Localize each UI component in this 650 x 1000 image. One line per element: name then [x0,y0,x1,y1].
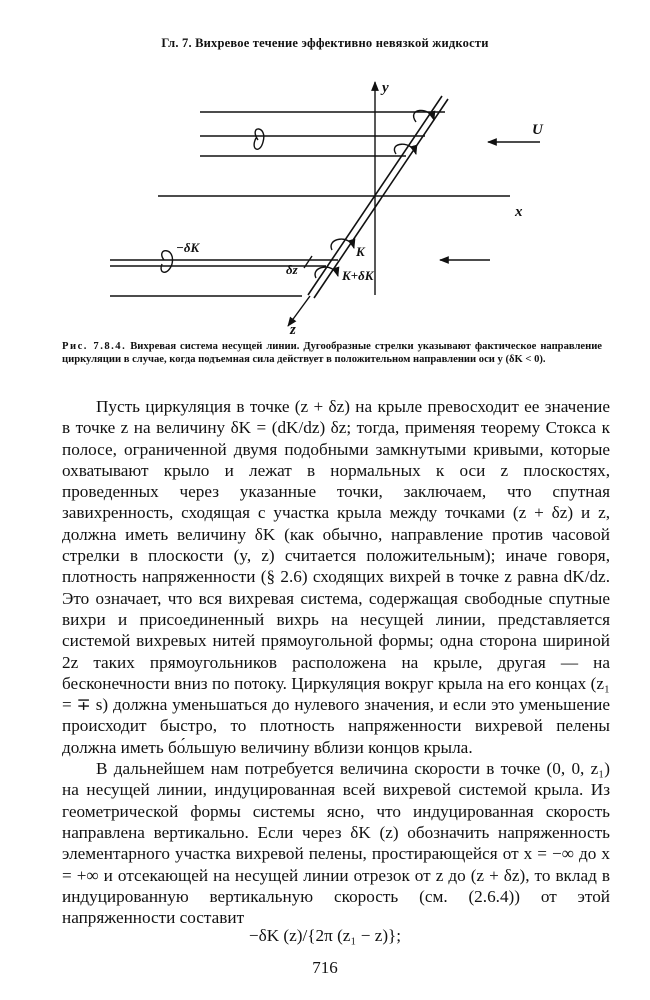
caption-text: Вихревая система несущей линии. Дугообразные стрелки указывают фактическое направление циркуляции в случае, когда подъемная сила действует в положительном направлении оси y (δK < 0). [62,341,603,365]
paragraph: В дальнейшем нам потребуется величина скорости в точке (0, 0, z₁) на несущей линии, индуцированная всей вихревой системой крыла. Из геометрической формы системы ясно, что индуцированная скорость направлена вертикально. Если через δK (z) обозначить напряженность элементарного участка вихревой пелены, простирающейся от x = −∞ до x = +∞ и отсекающей на несущей линии отрезок от z до (z + δz), то вклад в индуцированную вертикальную скорость (см. (2.6.4)) от этой напряженности составит [62,759,610,928]
k-plus-dk-label: K+δK [342,268,374,283]
paragraph: Пусть циркуляция в точке (z + δz) на крыле превосходит ее значение в точке z на величину δK = (dK/dz) δz; тогда, применяя теорему Стокса к полосе, ограниченной двумя подобными замкнутыми кривыми, которые охватывают крыло и лежат в нормальных к оси z плоскостях, проведенных через указанные точки, заключаем, что спутная завихренность, сходящая с участка крыла между точками (z + δz) и z, должна иметь величину δK (как обычно, направление против часовой стрелки в плоскости (y, z) считается положительным); иначе говоря, плотность напряженности (§ 2.6) сходящих вихрей в точке z равна dK/dz. Это означает, что вся вихревая система, содержащая свободные спутные вихри и присоединенный вихрь на несущей линии, представляется системой вихревых нитей прямоугольной формы; одна сторона шириной 2z таких прямоугольников расположена на крыле, другая — на бесконечности вниз по потоку. Циркуляция вокруг крыла на его концах (z₁ = ∓ s) должна уменьшаться до нулевого значения, и если это уменьшение происходит быстро, то плотность напряженности вихревой пелены должна иметь бо́льшую величину вблизи концов крыла. [62,397,610,757]
u-label: U [532,122,543,138]
body-text [62,396,610,928]
k-label: K [356,244,365,259]
circulation-arrow [254,129,264,149]
figure-vortex-system [100,70,550,340]
running-head: Гл. 7. Вихревое течение эффективно невязкой жидкости [161,36,489,50]
circulation-arrow [161,251,172,273]
figure-caption [62,340,602,366]
formula: −δK (z)/{2π (z₁ − z)}; [248,926,402,945]
page-number: 716 [312,958,338,977]
x-axis-label: x [515,204,523,220]
lifting-line-edge [314,99,448,298]
y-axis-label: y [382,80,389,96]
z-axis-label: z [290,322,296,338]
caption-number: Рис. 7.8.4. [62,341,127,352]
dz-label: δz [286,262,298,277]
minus-dk-label: −δK [176,240,200,255]
